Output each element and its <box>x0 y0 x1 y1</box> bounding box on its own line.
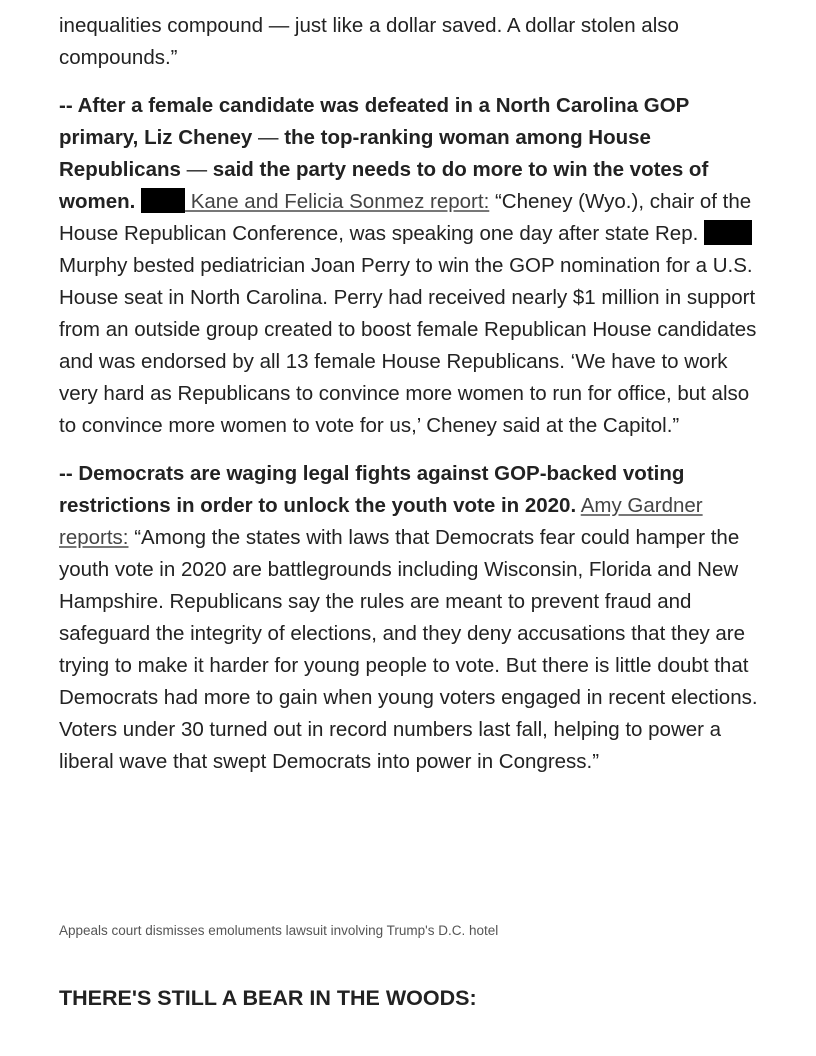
redaction-box <box>704 220 752 245</box>
kane-sonmez-report-link[interactable]: Kane and Felicia Sonmez report: <box>185 190 490 213</box>
section-heading: THERE'S STILL A BEAR IN THE WOODS: <box>59 986 477 1010</box>
cheney-quote-b: Murphy bested pediatrician Joan Perry to win the GOP nomination for a U.S. House seat in North Carolina. Perry had received nearly $1 million in support from an outside group created to boost female Republican House candidates and was endorsed by all 13 female House Republicans. ‘We have to work very hard as Republicans to convince more women to run for office, but also to convince more women to vote for us,’ Cheney said at the Capitol.” <box>59 254 757 437</box>
cheney-lead-b: the top-ranking woman among House Republicans <box>59 126 651 181</box>
paragraph-intro <box>59 10 771 74</box>
paragraph-cheney <box>59 90 771 442</box>
cheney-quote-a: “Cheney (Wyo.), chair of the House Republican Conference, was speaking one day after state Rep. <box>59 190 752 245</box>
article-body <box>59 10 771 794</box>
cheney-dash-2: — <box>180 158 213 181</box>
video-caption[interactable]: Appeals court dismisses emoluments lawsuit involving Trump's D.C. hotel <box>59 923 499 938</box>
paragraph-youth-vote <box>59 458 771 778</box>
youth-vote-lead: -- Democrats are waging legal fights against GOP-backed voting restrictions in order to unlock the youth vote in 2020. <box>59 462 685 517</box>
paragraph-intro-text: inequalities compound — just like a dollar saved. A dollar stolen also compounds.” <box>59 14 679 69</box>
cheney-lead-a: -- After a female candidate was defeated in a North Carolina GOP primary, Liz Cheney <box>59 94 689 149</box>
youth-vote-quote: “Among the states with laws that Democrats fear could hamper the youth vote in 2020 are battlegrounds including Wisconsin, Florida and New Hampshire. Republicans say the rules are meant to prevent fraud and safeguard the integrity of elections, and they deny accusations that they are trying to make it harder for young people to vote. But there is little doubt that Democrats had more to gain when young voters engaged in recent elections. Voters under 30 turned out in record numbers last fall, helping to power a liberal wave that swept Democrats into power in Congress.” <box>59 526 758 773</box>
amy-gardner-report-link[interactable]: Amy Gardner reports: <box>59 494 703 549</box>
redaction-box <box>141 188 185 213</box>
cheney-dash-1: — <box>252 126 285 149</box>
cheney-lead-c: said the party needs to do more to win the votes of women. <box>59 158 709 213</box>
